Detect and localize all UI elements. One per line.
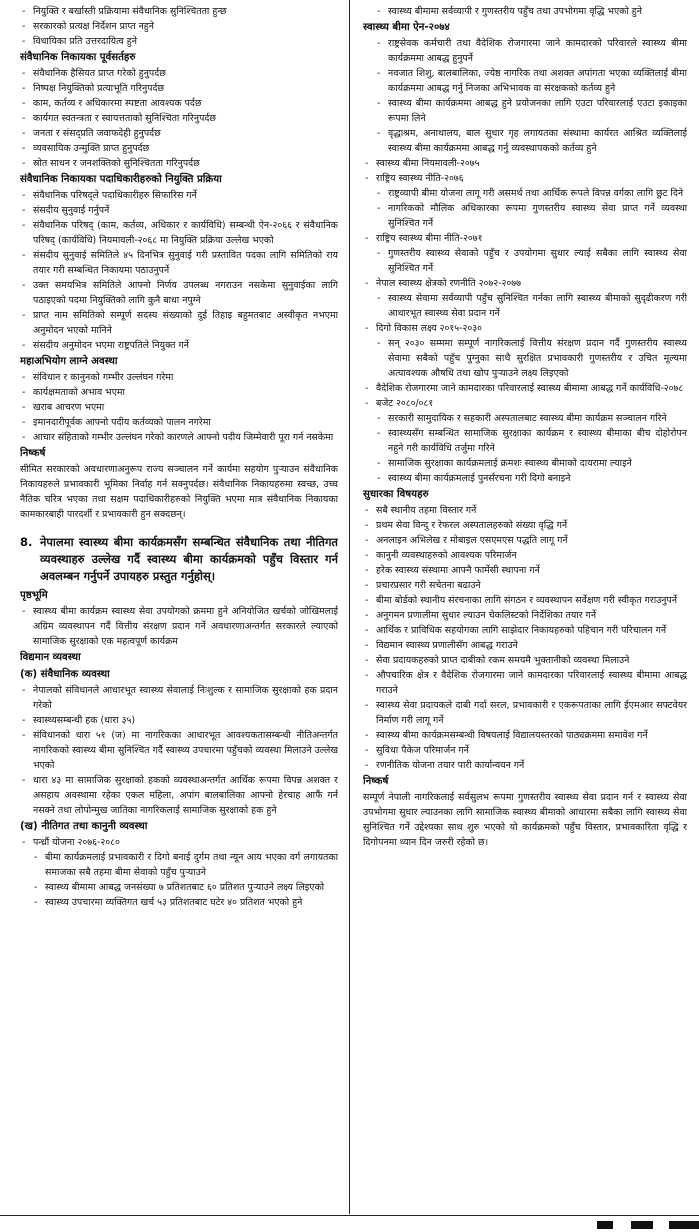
footer-bar — [631, 1221, 653, 1229]
dash-marker: - — [22, 205, 26, 216]
list-item — [363, 503, 687, 518]
list-item — [363, 126, 687, 156]
list-item-text: काम, कर्तव्य र अधिकारमा स्पष्टता आवश्यक पर्दछ — [33, 98, 202, 109]
list-item-text: स्वास्थ्य बीमा कार्यक्रमसम्बन्धी विषयलाई विद्यालयस्तरको पाठ्यक्रममा समावेश गर्ने — [376, 730, 648, 741]
dash-marker: - — [365, 760, 369, 771]
left-column — [20, 4, 338, 1214]
left-top-list — [20, 4, 338, 49]
list-item — [20, 773, 338, 818]
list-item-text: संवैधानिक परिषद् (काम, कर्तव्य, अधिकार र कार्यविधि) सम्बन्धी ऐन-२०६६ र संवैधानिक परिषद् (कार्यविधि) नियमावली-२०६८ मा नियुक्ति प्रक्रिया उल्लेख भएको — [33, 220, 338, 246]
list-item-text: नेपालको संविधानले आधारभूत स्वास्थ्य सेवालाई निःशुल्क र सामाजिक सुरक्षाको हक प्रदान गरेको — [33, 685, 338, 711]
list-item — [363, 201, 687, 231]
appointment-list — [20, 188, 338, 353]
list-item — [20, 81, 338, 96]
dash-marker: - — [365, 158, 369, 169]
dash-marker: - — [22, 340, 26, 351]
dash-marker: - — [22, 250, 26, 261]
list-item-text: सरकारको प्रत्यक्ष निर्देशन प्राप्त नहुने — [33, 21, 154, 32]
list-item-text: प्राप्त नाम समितिको सम्पूर्ण सदस्य संख्याको दुई तिहाइ बहुमतबाट अस्वीकृत नभएमा अनुमोदन भएको मानिने — [33, 310, 338, 336]
dash-marker: - — [377, 293, 381, 304]
list-item — [363, 518, 687, 533]
list-item — [20, 880, 338, 895]
list-item — [363, 4, 687, 19]
dash-marker: - — [22, 280, 26, 291]
list-item-text: व्यवसायिक उन्मुक्ति प्राप्त हुनुपर्दछ — [33, 143, 150, 154]
list-item — [20, 400, 338, 415]
dash-marker: - — [377, 338, 381, 349]
list-item-text: राष्ट्रिय स्वास्थ्य नीति-२०७६ — [376, 173, 464, 184]
list-item — [20, 203, 338, 218]
list-item-text: संविधानको धारा ५१ (ज) मा नागरिकका आधारभूत आवश्यकतासम्बन्धी नीतिअन्तर्गत नागरिकको स्वास्थ्य बीमा सुनिश्चित गर्दै स्वास्थ्य उपचारमा पहुँचको व्यवस्था मिलाउने उल्लेख भएको — [33, 730, 338, 771]
dash-marker: - — [377, 38, 381, 49]
list-item-text: बीमा बोर्डको स्थानीय संरचनाका लागि संगठन र व्यवस्थापन सर्वेक्षण गरी स्वीकृत गराउनुपर्ने — [376, 595, 678, 606]
list-item-text: गुणस्तरीय स्वास्थ्य सेवाको पहुँच र उपयोगमा सुधार ल्याई सबैका लागि स्वास्थ्य सेवा सुनिश्चित गर्ने — [388, 248, 687, 274]
dash-marker: - — [22, 402, 26, 413]
bottom-rule — [0, 1215, 699, 1216]
dash-marker: - — [22, 432, 26, 443]
heading-conclusion-left: निष्कर्ष — [20, 448, 46, 459]
footer-bar — [669, 1221, 699, 1229]
dash-marker: - — [22, 98, 26, 109]
list-item-text: नवजात शिशु, बालबालिका, ज्येष्ठ नागरिक तथा अशक्त अपांगता भएका व्यक्तिलाई बीमा कार्यक्रममा आबद्ध गर्नु निजका अभिभावक वा संरक्षकको कर्तव्य हुने — [388, 68, 687, 94]
list-item — [20, 156, 338, 171]
dash-marker: - — [377, 413, 381, 424]
list-item — [20, 683, 338, 713]
background-list — [20, 604, 338, 649]
list-item — [363, 758, 687, 773]
dash-marker: - — [365, 625, 369, 636]
dash-marker: - — [377, 98, 381, 109]
list-item-text: खराब आचरण भएमा — [33, 402, 105, 413]
insurance-policy-sub-list — [363, 246, 687, 276]
list-item — [363, 548, 687, 563]
bullet-text: राष्ट्रिय स्वास्थ्य बीमा नीति-२०७१ — [376, 233, 483, 244]
list-item-text: विद्यमान स्वास्थ्य प्रणालीसँग आबद्ध गराउने — [376, 640, 518, 651]
list-item — [363, 246, 687, 276]
dash-marker: - — [365, 580, 369, 591]
list-item — [363, 471, 687, 486]
list-item — [20, 19, 338, 34]
list-item-text: स्वास्थ्य उपचारमा व्यक्तिगत खर्च ५३ प्रतिशतबाट घटेर ४० प्रतिशत भएको हुने — [45, 897, 303, 908]
list-item-text: स्वास्थ्य सेवा प्रदायकले दाबी गर्दा सरल, प्रभावकारी र एकरूपताका लागि ईएमआर सफ्टवेयर निर्माण गरी लागू गर्ने — [376, 700, 687, 726]
bullet-insurance-policy — [363, 231, 687, 246]
list-item — [363, 653, 687, 668]
precondition-list — [20, 66, 338, 171]
dash-marker: - — [22, 113, 26, 124]
dash-marker: - — [365, 565, 369, 576]
list-item — [20, 4, 338, 19]
conclusion-paragraph-left: सीमित सरकारको अवधारणाअनुरूप राज्य सञ्चालन गर्ने कार्यमा सहयोग पुऱ्याउन संवैधानिक निकायहरुले प्रभावकारी भूमिका निर्वाह गर्न सक्नुपर्दछ। संवैधानिक निकायहरुमा स्वच्छ, उच्च नैतिक चरित्र भएका तथा सक्षम पदाधिकारीहरुको नियुक्ति भएमा मात्र संवैधानिक निकायका कामकारबाही पारदर्शी र प्रभावकारी हुन सक्दछन्। — [20, 464, 338, 520]
fifteenth-plan-sub-list — [20, 850, 338, 910]
list-item-text: स्वास्थ्यसँग सम्बन्धित सामाजिक सुरक्षाका कार्यक्रम र स्वास्थ्य बीमाका बीच दोहोरोपन नहुने गरी कार्यविधि तर्जुमा गरिने — [388, 428, 687, 454]
list-item — [363, 623, 687, 638]
dash-marker: - — [34, 897, 38, 908]
impeachment-list — [20, 370, 338, 445]
conclusion-paragraph-right: सम्पूर्ण नेपाली नागरिकलाई सर्वसुलभ रूपमा गुणस्तरीय स्वास्थ्य सेवा प्रदान गर्न र स्वास्थ्य सेवा उपभोगमा सुधार ल्याउनका लागि सामाजिक स्वास्थ्य बीमाको आधारमा सबैका लागि स्वास्थ्य सेवा सुनिश्चित गर्ने उद्देश्यका साथ शुरु भएको यो कार्यक्रमको पहुँच विस्तार, प्रभावकारिता वृद्धि र दिगोपनमा ध्यान दिन जरुरी रहेको छ। — [363, 792, 687, 848]
list-item — [363, 593, 687, 608]
list-item — [20, 141, 338, 156]
list-item — [363, 66, 687, 96]
list-item-text: अनलाइन अभिलेख र मोबाइल एसएमएस पद्धति लागू गर्ने — [376, 535, 568, 546]
list-item-text: कानुनी व्यवस्थाहरुको आवश्यक परिमार्जन — [376, 550, 517, 561]
list-item — [20, 34, 338, 49]
list-item-text: स्वास्थ्य बीमामा सर्वव्यापी र गुणस्तरीय पहुँच तथा उपभोगमा वृद्धि भएको हुने — [388, 6, 642, 17]
dash-marker: - — [22, 372, 26, 383]
budget-sub-list — [363, 411, 687, 486]
health-sector-strategy-sub-list — [363, 291, 687, 321]
list-item-text: स्रोत साधन र जनशक्तिको सुनिश्चितता गरिनुपर्दछ — [33, 158, 200, 169]
question-number: 8. — [20, 535, 33, 549]
list-item-text: इमानदारीपूर्वक आफ्नो पदीय कर्तव्यको पालन नगरेमा — [33, 417, 211, 428]
list-item-text: स्वास्थ्यसम्बन्धी हक (धारा ३५) — [33, 715, 135, 726]
list-item — [20, 604, 338, 649]
sdg-sub-list — [363, 336, 687, 381]
dash-marker: - — [34, 852, 38, 863]
list-item — [363, 36, 687, 66]
list-item — [363, 578, 687, 593]
list-item — [363, 668, 687, 698]
list-item — [363, 336, 687, 381]
dash-marker: - — [377, 248, 381, 259]
dash-marker: - — [365, 233, 369, 244]
list-item-text: संवैधानिक हैसियत प्राप्त गरेको हुनुपर्दछ — [33, 68, 166, 79]
list-item-text: विधायिका प्रति उत्तरदायित्व हुने — [33, 36, 137, 47]
dash-marker: - — [22, 837, 26, 848]
list-item-text: संविधान र कानुनको गम्भीर उल्लंघन गरेमा — [33, 372, 174, 383]
dash-marker: - — [377, 68, 381, 79]
list-item — [363, 426, 687, 456]
list-item-text: आचार संहिताको गम्भीर उल्लंघन गरेको कारणले आफ्नो पदीय जिम्मेवारी पूरा गर्न नसकेमा — [33, 432, 334, 443]
list-item — [20, 278, 338, 308]
bullet-text: नेपाल स्वास्थ्य क्षेत्रको रणनीति २०७२-२०७७ — [376, 278, 521, 289]
list-item — [20, 850, 338, 880]
dash-marker: - — [365, 278, 369, 289]
list-item-text: धारा ४३ मा सामाजिक सुरक्षाको हकको व्यवस्थाअन्तर्गत आर्थिक रूपमा विपन्न अशक्त र असहाय अवस्थामा रहेका एकल महिला, अपांग बालबालिका आफ्नो हेरचाह आफैं गर्न नसक्ने तथा लोपोन्मुख जातिका नागरिकलाई सामाजिक सुरक्षाको हक हुने — [33, 775, 338, 816]
list-item-text: बजेट २०८०/०८१ — [376, 398, 434, 409]
list-item-text: प्रचारप्रसार गरी सचेतना बढाउने — [376, 580, 481, 591]
list-item-text: नागरिकको मौलिक अधिकारका रूपमा गुणस्तरीय स्वास्थ्य सेवा प्राप्त गर्ने व्यवस्था सुनिश्चित गर्ने — [388, 203, 687, 229]
list-item — [20, 895, 338, 910]
list-item — [20, 308, 338, 338]
dash-marker: - — [377, 458, 381, 469]
list-item-text: स्वास्थ्य बीमा कार्यक्रममा आबद्ध हुने प्रयोजनका लागि एउटा परिवारलाई एउटा इकाइका रूपमा लिने — [388, 98, 687, 124]
list-item-text: हरेक स्वास्थ्य संस्थामा आफ्नै फार्मेसी स्थापना गर्ने — [376, 565, 540, 576]
heading-reform-areas: सुधारका विषयहरु — [363, 489, 429, 500]
right-column — [363, 4, 687, 1214]
list-item-text: जनता र संसद्प्रति जवाफदेही हुनुपर्दछ — [33, 128, 161, 139]
list-item-text: स्वास्थ्य बीमामा आबद्ध जनसंख्या ७ प्रतिशतबाट ६० प्रतिशत पुऱ्याउने लक्ष्य लिइएको — [45, 882, 325, 893]
dash-marker: - — [365, 640, 369, 651]
dash-marker: - — [22, 83, 26, 94]
regulation-and-policy-list — [363, 156, 687, 186]
list-item-text: सन् २०३० सम्ममा सम्पूर्ण नागरिकलाई वित्तीय संरक्षण प्रदान गर्दै गुणस्तरीय स्वास्थ्य सेवामा सबैको पहुँच पुग्नुका साथै सुरक्षित प्रभावकारी गुणस्तरीय र उचित मूल्यमा अत्यावश्यक औषधि तथा खोप पुऱ्याउने लक्ष्य लिइएको — [388, 338, 687, 379]
dash-marker: - — [22, 190, 26, 201]
dash-marker: - — [22, 775, 26, 786]
list-item — [363, 728, 687, 743]
list-item — [20, 126, 338, 141]
list-item — [20, 430, 338, 445]
list-item — [363, 156, 687, 171]
policy-list — [20, 835, 338, 850]
dash-marker: - — [365, 700, 369, 711]
dash-marker: - — [365, 535, 369, 546]
dash-marker: - — [22, 6, 26, 17]
dash-marker: - — [22, 685, 26, 696]
list-item-text: स्वास्थ्य बीमा कार्यक्रम स्वास्थ्य सेवा उपयोगको क्रममा हुने अनियोजित खर्चको जोखिमलाई अग्रिम व्यवस्थापन गर्दै वित्तीय संरक्षण प्रदान गर्ने अवधारणाअन्तर्गत सरकारले ल्याएको सामाजिक सुरक्षाको एक महत्वपूर्ण कार्यक्रम — [33, 606, 338, 647]
heading-policy-legal-provisions: (ख) नीतिगत तथा कानुनी व्यवस्था — [20, 821, 148, 832]
list-item-text: स्वास्थ्य सेवामा सर्वव्यापी पहुँच सुनिश्चित गर्नका लागि स्वास्थ्य बीमाको सुदृढीकरण गरी आधारभूत स्वास्थ्य सेवा प्रदान गर्ने — [388, 293, 687, 319]
dash-marker: - — [377, 128, 381, 139]
list-item — [20, 111, 338, 126]
list-item — [20, 415, 338, 430]
list-item-text: वैदेशिक रोजगारमा जाने कामदारका परिवारलाई स्वास्थ्य बीमामा आबद्ध गर्ने कार्यविधि-२०७८ — [376, 383, 684, 394]
dash-marker: - — [22, 68, 26, 79]
list-item-text: कार्यक्षमताको अभाव भएमा — [33, 387, 125, 398]
list-item — [363, 291, 687, 321]
list-item-text: उक्त समयभित्र समितिले आफ्नो निर्णय उपलब्ध नगराउन नसकेमा सुनुवाईका लागि पठाइएको पदमा नियुक्तिको लागि कुनै बाधा नपुग्ने — [33, 280, 338, 306]
list-item-text: स्वास्थ्य बीमा कार्यक्रमलाई पुनर्संरचना गरी दिगो बनाइने — [388, 473, 571, 484]
heading-conclusion-right: निष्कर्ष — [363, 776, 389, 787]
act-sub-list — [363, 36, 687, 156]
question-block — [20, 534, 338, 585]
dash-marker: - — [365, 670, 369, 681]
dash-marker: - — [22, 36, 26, 47]
dash-marker: - — [365, 398, 369, 409]
list-item-text: नियुक्ति र बर्खास्ती प्रक्रियामा संवैधानिक सुनिश्चितता हुन्छ — [33, 6, 227, 17]
heading-background: पृष्ठभूमि — [20, 590, 48, 601]
national-health-policy-sub-list — [363, 186, 687, 231]
list-item — [363, 411, 687, 426]
list-item-text: बीमा कार्यक्रमलाई प्रभावकारी र दिगो बनाई दुर्गम तथा न्यून आय भएका वर्ग लगायतका समाजका सबै तहमा बीमा सेवाको पहुँच पुऱ्याउने — [45, 852, 338, 878]
dash-marker: - — [377, 428, 381, 439]
list-item-text: अनुगमन प्रणालीमा सुधार ल्याउन चेकलिस्टको निर्देशिका तयार गर्ने — [376, 610, 597, 621]
dash-marker: - — [22, 715, 26, 726]
list-item — [363, 698, 687, 728]
dash-marker: - — [365, 173, 369, 184]
dash-marker: - — [365, 550, 369, 561]
right-top-sub-list — [363, 4, 687, 19]
dash-marker: - — [22, 158, 26, 169]
dash-marker: - — [22, 606, 26, 617]
list-item-text: संसदीय सुनुवाई गर्नुपर्ने — [33, 205, 110, 216]
list-item-text: सबै स्थानीय तहमा विस्तार गर्ने — [376, 505, 477, 516]
dash-marker: - — [365, 730, 369, 741]
procedure-and-budget-list — [363, 381, 687, 411]
question-text: नेपालमा स्वास्थ्य बीमा कार्यक्रमसँग सम्बन्धित संवैधानिक तथा नीतिगत व्यवस्थाहरु उल्लेख गर्दै स्वास्थ्य बीमा कार्यक्रमको पहुँच विस्तार गर्न अवलम्बन गर्नुपर्ने उपायहरु प्रस्तुत गर्नुहोस्। — [40, 535, 338, 583]
list-item — [363, 456, 687, 471]
footer-bar — [597, 1221, 613, 1229]
list-item-text: संसदीय अनुमोदन भएमा राष्ट्रपतिले नियुक्त गर्ने — [33, 340, 189, 351]
list-item-text: रणनीतिक योजना तयार पारी कार्यान्वयन गर्ने — [376, 760, 525, 771]
list-item-text: आर्थिक र प्राविधिक सहयोगका लागि साझेदार निकायहरुको पहिचान गरी परिचालन गर्ने — [376, 625, 667, 636]
list-item-text: सुविधा पैकेज परिमार्जन गर्ने — [376, 745, 469, 756]
list-item — [363, 608, 687, 623]
reform-list — [363, 503, 687, 773]
heading-existing-provisions: विद्यमान व्यवस्था — [20, 652, 81, 663]
list-item — [363, 533, 687, 548]
bullet-sdg — [363, 321, 687, 336]
dash-marker: - — [365, 383, 369, 394]
dash-marker: - — [22, 387, 26, 398]
dash-marker: - — [377, 6, 381, 17]
list-item — [363, 171, 687, 186]
list-item-text: सेवा प्रदायकहरुको प्राप्त दाबीको रकम समयमै भुक्तानीको व्यवस्था मिलाउने — [376, 655, 630, 666]
list-item — [363, 396, 687, 411]
list-item-text: औपचारिक क्षेत्र र वैदेशिक रोजगारमा जाने कामदारका परिवारलाई स्वास्थ्य बीमामा आबद्ध गराउने — [376, 670, 687, 696]
list-item — [20, 728, 338, 773]
list-item — [20, 370, 338, 385]
dash-marker: - — [22, 417, 26, 428]
list-item — [20, 835, 338, 850]
dash-marker: - — [22, 21, 26, 32]
list-item-text: स्वास्थ्य बीमा नियमावली-२०७५ — [376, 158, 480, 169]
dash-marker: - — [365, 745, 369, 756]
heading-constitutional-provisions: (क) संवैधानिक व्यवस्था — [20, 669, 110, 680]
list-item-text: पन्ध्रौं योजना २०७६-२०८० — [33, 837, 120, 848]
dash-marker: - — [377, 188, 381, 199]
list-item — [363, 563, 687, 578]
list-item — [20, 218, 338, 248]
list-item — [363, 96, 687, 126]
list-item-text: प्रथम सेवा विन्दु र रेफरल अस्पतालहरुको संख्या वृद्धि गर्ने — [376, 520, 568, 531]
list-item-text: संसदीय सुनुवाई समितिले ४५ दिनभित्र सुनुवाई गरी प्रस्तावित पदका लागि समितिको राय तयार गरी सम्बन्धित निकायमा पठाउनुपर्ने — [33, 250, 338, 276]
dash-marker: - — [365, 655, 369, 666]
dash-marker: - — [365, 595, 369, 606]
list-item — [20, 713, 338, 728]
heading-impeachment-conditions: महाअभियोग लाग्ने अवस्था — [20, 356, 118, 367]
list-item-text: कार्यगत स्वतन्त्रता र स्वायत्तताको सुनिश्चिता गरिनुपर्दछ — [33, 113, 216, 124]
list-item-text: निष्पक्ष नियुक्तिको प्रत्याभूति गरिनुपर्दछ — [33, 83, 165, 94]
dash-marker: - — [365, 610, 369, 621]
dash-marker: - — [34, 882, 38, 893]
list-item — [363, 743, 687, 758]
dash-marker: - — [365, 520, 369, 531]
list-item-text: राष्ट्रव्यापी बीमा योजना लागू गरी असमर्थ तथा आर्थिक रूपले विपन्न वर्गका लागि छुट दिने — [388, 188, 684, 199]
list-item — [363, 638, 687, 653]
column-divider — [349, 0, 350, 1214]
dash-marker: - — [22, 220, 26, 231]
bullet-health-sector-strategy — [363, 276, 687, 291]
bullet-text: दिगो विकास लक्ष्य २०१५-२०३० — [376, 323, 483, 334]
list-item-text: वृद्धाश्रम, अनाथालय, बाल सुधार गृह लगायतका संस्थामा कार्यरत आश्रित व्यक्तिलाई स्वास्थ्य बीमा कार्यक्रममा आबद्ध गर्नु व्यवस्थापकको कर्तव्य हुने — [388, 128, 687, 154]
dash-marker: - — [365, 323, 369, 334]
list-item — [20, 96, 338, 111]
dash-marker: - — [377, 203, 381, 214]
list-item-text: सरकारी सामुदायिक र सहकारी अस्पतालबाट स्वास्थ्य बीमा कार्यक्रम सञ्चालन गरिने — [388, 413, 667, 424]
dash-marker: - — [377, 473, 381, 484]
list-item — [20, 385, 338, 400]
list-item-text: संवैधानिक परिषद्ले पदाधिकारीहरु सिफारिस गर्ने — [33, 190, 197, 201]
constitutional-list — [20, 683, 338, 818]
list-item — [20, 338, 338, 353]
list-item — [363, 186, 687, 201]
dash-marker: - — [22, 730, 26, 741]
dash-marker: - — [365, 505, 369, 516]
dash-marker: - — [22, 310, 26, 321]
list-item-text: राष्ट्रसेवक कर्मचारी तथा वैदेशिक रोजगारमा जाने कामदारको परिवारले स्वास्थ्य बीमा कार्यक्रममा आबद्ध हुनुपर्ने — [388, 38, 687, 64]
heading-health-insurance-act: स्वास्थ्य बीमा ऐन-२०७४ — [363, 22, 450, 33]
list-item-text: सामाजिक सुरक्षाका कार्यक्रमलाई क्रमशः स्वास्थ्य बीमाको दायरामा ल्याइने — [388, 458, 632, 469]
list-item — [363, 381, 687, 396]
list-item — [20, 66, 338, 81]
list-item — [20, 188, 338, 203]
heading-constitutional-bodies-preconditions: संवैधानिक निकायका पूर्वसर्तहरु — [20, 52, 136, 63]
heading-appointment-process: संवैधानिक निकायका पदाधिकारीहरुको नियुक्ति प्रक्रिया — [20, 174, 222, 185]
list-item — [20, 248, 338, 278]
dash-marker: - — [22, 128, 26, 139]
dash-marker: - — [22, 143, 26, 154]
